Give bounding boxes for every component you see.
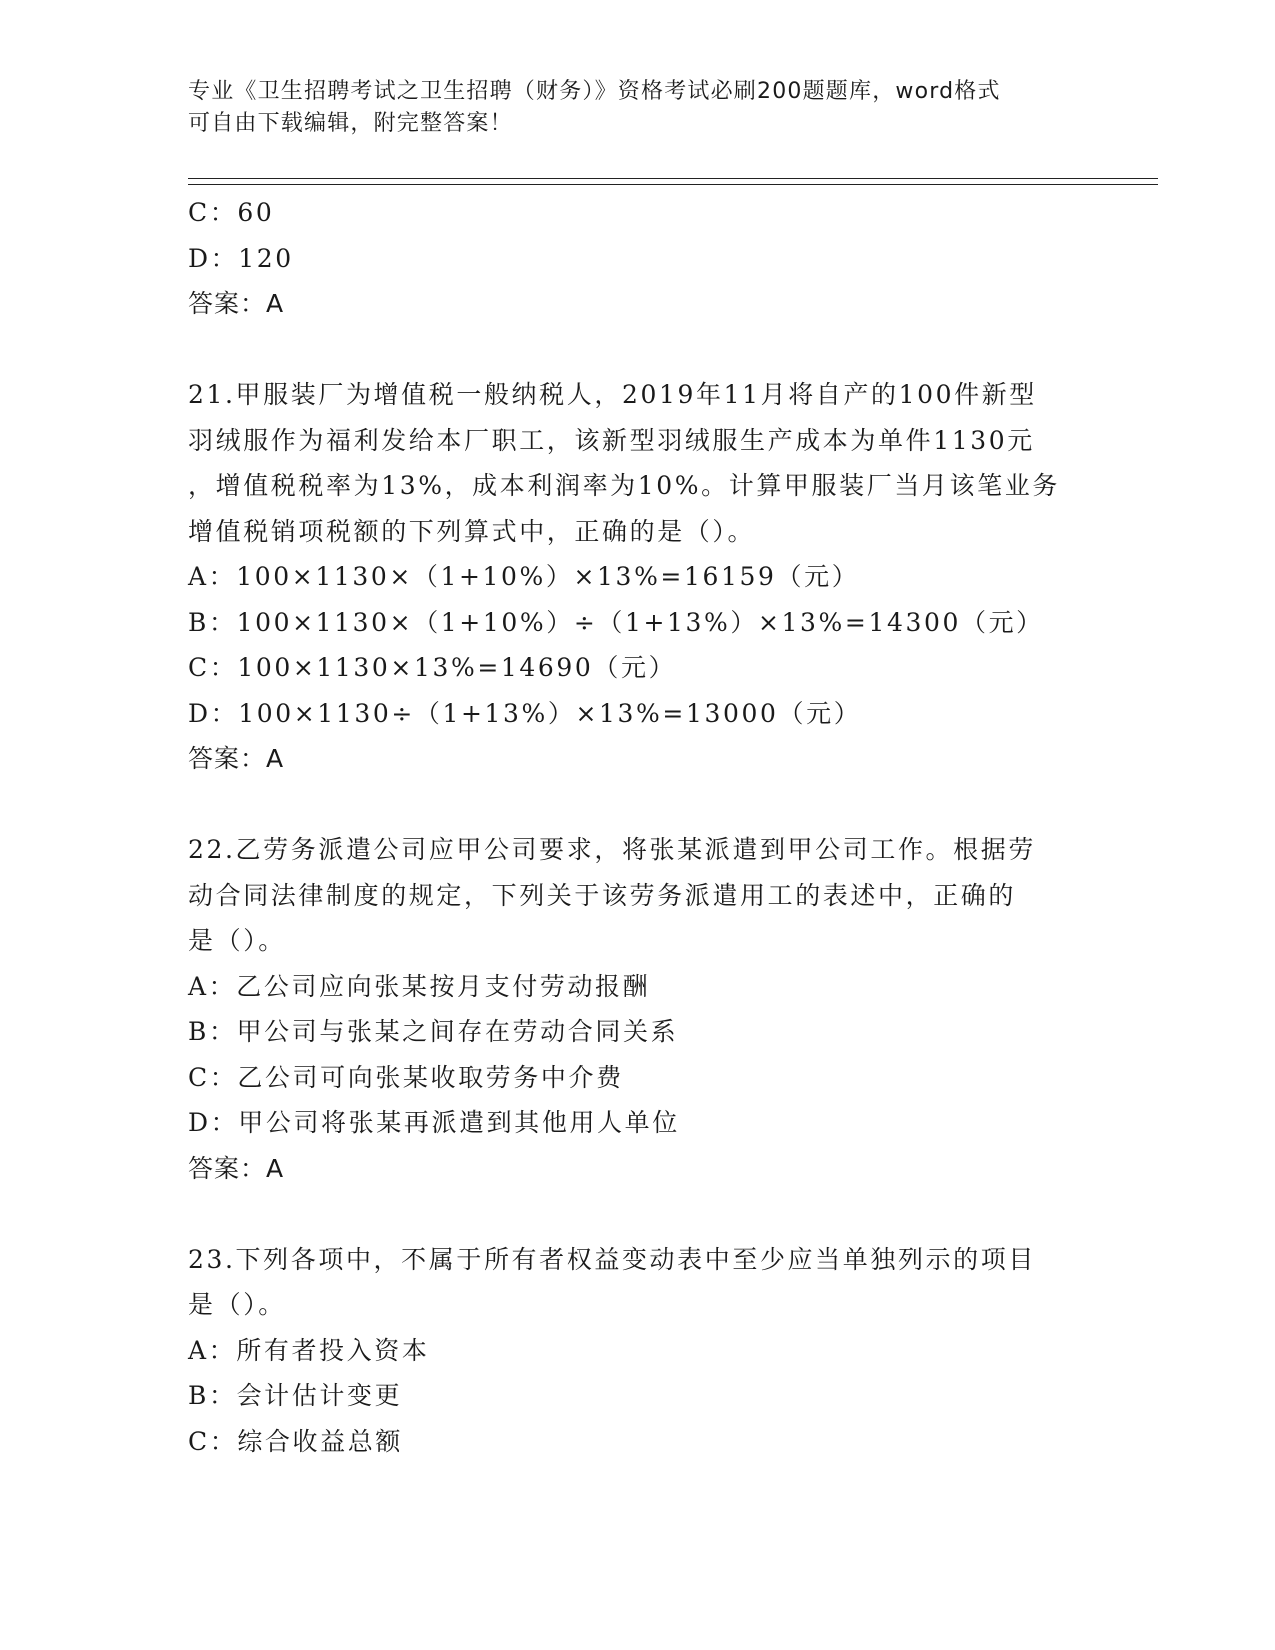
option-c: C：60 bbox=[188, 198, 275, 227]
option-c: C：100×1130×13%=14690（元） bbox=[188, 653, 677, 682]
option-a: A：所有者投入资本 bbox=[188, 1335, 430, 1365]
option-c: C：乙公司可向张某收取劳务中介费 bbox=[188, 1062, 624, 1092]
option-b: B：甲公司与张某之间存在劳动合同关系 bbox=[188, 1017, 679, 1046]
header-line-1: 专业《卫生招聘考试之卫生招聘（财务）》资格考试必刷200题题库，word格式 bbox=[188, 79, 1001, 104]
question-text-line: 是（）。 bbox=[188, 1290, 286, 1319]
option-d: D：100×1130÷（1+13%）×13%=13000（元） bbox=[188, 698, 862, 728]
header-divider bbox=[188, 178, 1158, 185]
question-text-line: 是（）。 bbox=[188, 926, 286, 955]
spacer bbox=[188, 1191, 1088, 1237]
document-body bbox=[188, 190, 1088, 1464]
question-text-line: ，增值税税率为13%，成本利润率为10%。计算甲服装厂当月该笔业务 bbox=[188, 471, 1060, 500]
answer-line: 答案：A bbox=[188, 1153, 285, 1183]
question-20-tail bbox=[188, 190, 1088, 327]
question-21 bbox=[188, 372, 1088, 782]
question-23 bbox=[188, 1237, 1088, 1465]
question-22 bbox=[188, 827, 1088, 1191]
answer-line: 答案：A bbox=[188, 289, 285, 318]
question-text-line: 增值税销项税额的下列算式中，正确的是（）。 bbox=[188, 516, 756, 546]
question-text-line: 21.甲服装厂为增值税一般纳税人，2019年11月将自产的100件新型 bbox=[188, 380, 1037, 409]
question-text-line: 22.乙劳务派遣公司应甲公司要求，将张某派遣到甲公司工作。根据劳 bbox=[188, 835, 1036, 864]
option-d: D：120 bbox=[188, 243, 294, 273]
page-header bbox=[188, 76, 1068, 140]
option-d: D：甲公司将张某再派遣到其他用人单位 bbox=[188, 1108, 680, 1137]
question-text-line: 动合同法律制度的规定，下列关于该劳务派遣用工的表述中，正确的 bbox=[188, 880, 1017, 910]
option-c: C：综合收益总额 bbox=[188, 1426, 403, 1456]
question-text-line: 羽绒服作为福利发给本厂职工，该新型羽绒服生产成本为单件1130元 bbox=[188, 425, 1035, 455]
spacer bbox=[188, 327, 1088, 373]
answer-line: 答案：A bbox=[188, 744, 285, 773]
option-b: B：100×1130×（1+10%）÷（1+13%）×13%=14300（元） bbox=[188, 607, 1044, 637]
header-line-2: 可自由下载编辑，附完整答案！ bbox=[188, 111, 513, 136]
question-text-line: 23.下列各项中，不属于所有者权益变动表中至少应当单独列示的项目 bbox=[188, 1244, 1036, 1274]
option-a: A：乙公司应向张某按月支付劳动报酬 bbox=[188, 971, 651, 1001]
option-b: B：会计估计变更 bbox=[188, 1381, 403, 1410]
spacer bbox=[188, 782, 1088, 828]
option-a: A：100×1130×（1+10%）×13%=16159（元） bbox=[188, 562, 860, 591]
